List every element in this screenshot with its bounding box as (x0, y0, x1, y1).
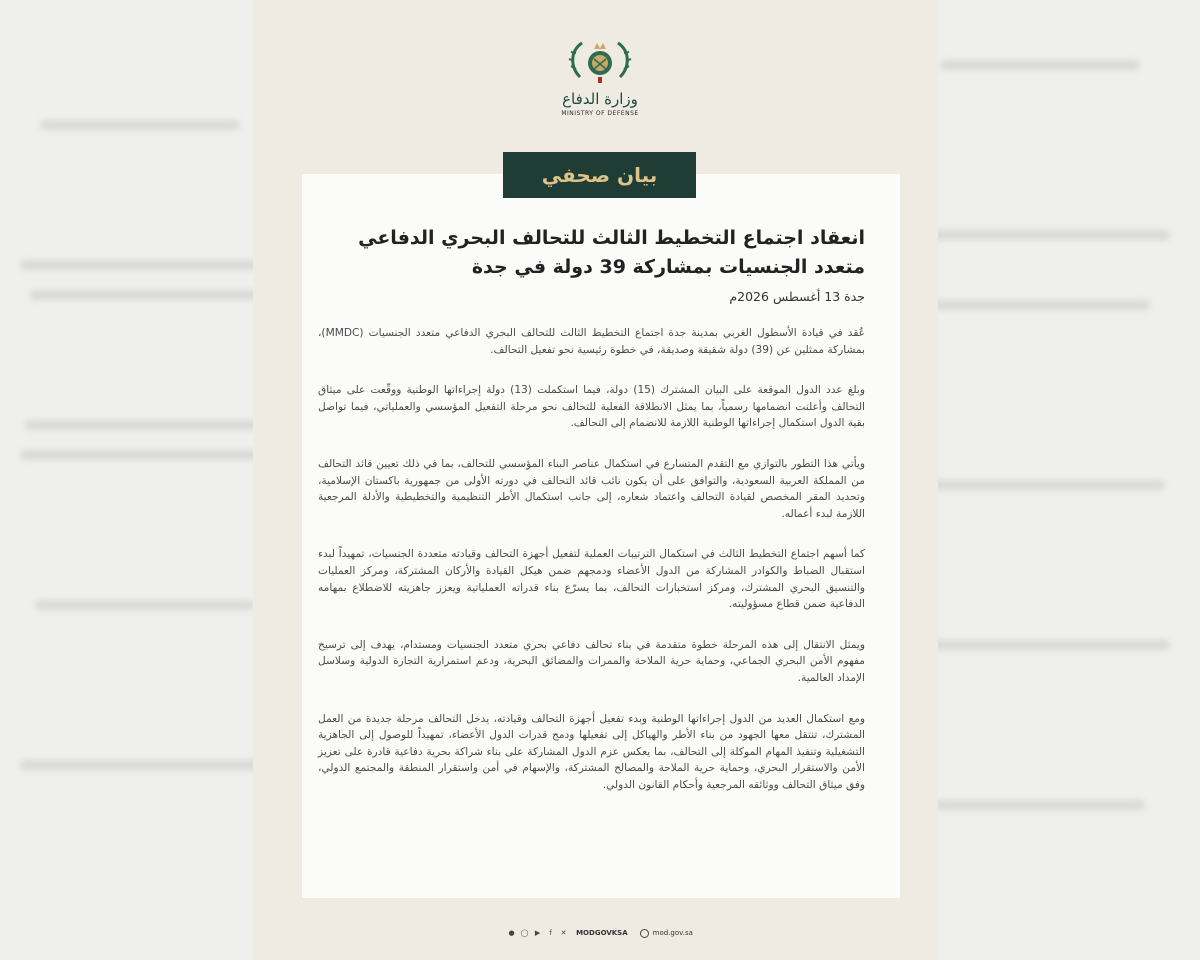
statement-body (318, 325, 865, 817)
paragraph: كما أسهم اجتماع التخطيط الثالث في استكمال الترتيبات العملية لتفعيل أجهزة التحالف وقيادته متعددة الجنسيات، تمهيداً لبدء استقبال الضباط والكوادر المشاركة من الدول الأعضاء ودمجهم ضمن هيكل القيادة والأركان المشتركة، ومركز العمليات والتنسيق البحري المشترك، ومركز استخبارات التحالف، بما يسرّع بناء قدراته العملياتية ويعزز جاهزيته للاضطلاع بمهامه الدفاعية ضمن قطاع مسؤوليته. (318, 548, 865, 611)
paragraph: ومع استكمال العديد من الدول إجراءاتها الوطنية وبدء تفعيل أجهزة التحالف وقيادته، يدخل التحالف مرحلة جديدة من العمل المشترك، تنتقل معها الجهود من بناء الأطر والهياكل إلى تفعيلها ودمج قدرات الدول الأعضاء، تمهيداً للوصول إلى الجاهزية التشغيلية وتنفيذ المهام الموكلة إلى التحالف، بما يعكس عزم الدول المشاركة على بناء شراكة بحرية دفاعية قادرة على تعزيز الأمن والاستقرار البحري، وحماية حرية الملاحة والمصالح المشتركة، والإسهام في أمن واستقرار المنطقة والمجتمع الدولي، وفق ميثاق التحالف ووثائقه المرجعية وأحكام القانون الدولي. (318, 712, 865, 791)
footer (500, 923, 700, 943)
website-link[interactable]: mod.gov.sa (652, 929, 693, 937)
instagram-icon: ◯ (520, 929, 529, 937)
youtube-icon: ▶ (534, 929, 541, 937)
press-release-badge: بيان صحفي (503, 152, 696, 198)
paragraph: وبلغ عدد الدول الموقعة على البيان المشترك (15) دولة، فيما استكملت (13) دولة إجراءاتها الوطنية ووقّعت على ميثاق التحالف وأعلنت انضمامها رسمياً، بما يمثل الانطلاقة الفعلية للتحالف نحو مرحلة التفعيل المؤسسي والعملياتي، فيما تواصل بقية الدول استكمال إجراءاتها الوطنية اللازمة للانضمام إلى التحالف. (318, 384, 865, 430)
ministry-name-arabic: وزارة الدفاع (562, 90, 638, 108)
headline: انعقاد اجتماع التخطيط الثالث للتحالف البحري الدفاعي متعدد الجنسيات بمشاركة 39 دولة في جدة (358, 227, 865, 278)
blurred-background-right (900, 0, 1200, 960)
globe-icon (640, 929, 649, 938)
facebook-icon: f (549, 929, 552, 937)
paragraph: ويأتي هذا التطور بالتوازي مع التقدم المتسارع في استكمال عناصر البناء المؤسسي للتحالف، بما في ذلك تعيين قائد التحالف من المملكة العربية السعودية، والتوافق على أن يكون نائب قائد التحالف في دورته الأولى من جمهورية باكستان الإسلامية، وتحديد المقر المخصص لقيادة التحالف واعتماد شعاره، إلى جانب استكمال الأطر التنظيمية والتخطيطية والأدلة المرجعية اللازمة لبدء أعماله. (318, 457, 865, 520)
x-icon: ✕ (560, 929, 567, 937)
dateline: جدة 13 أغسطس 2026م (729, 289, 865, 304)
paragraph: عُقد في قيادة الأسطول الغربي بمدينة جدة اجتماع التخطيط الثالث للتحالف البحري الدفاعي متعدد الجنسيات (MMDC)، بمشاركة ممثلين عن (39) دولة شقيقة وصديقة، في خطوة رئيسية نحو تفعيل التحالف. (318, 327, 865, 356)
ministry-name-english: MINISTRY OF DEFENSE (561, 110, 639, 117)
snapchat-icon: ● (508, 929, 515, 937)
social-handle: MODGOVKSA (576, 929, 628, 937)
paragraph: ويمثل الانتقال إلى هذه المرحلة خطوة متقدمة في بناء تحالف دفاعي بحري متعدد الجنسيات ومستدام، يهدف إلى ترسيخ مفهوم الأمن البحري الجماعي، وحماية حرية الملاحة والممرات والمضائق البحرية، ودعم استمرارية التجارة الدولية وسلاسل الإمداد العالمية. (318, 638, 865, 684)
